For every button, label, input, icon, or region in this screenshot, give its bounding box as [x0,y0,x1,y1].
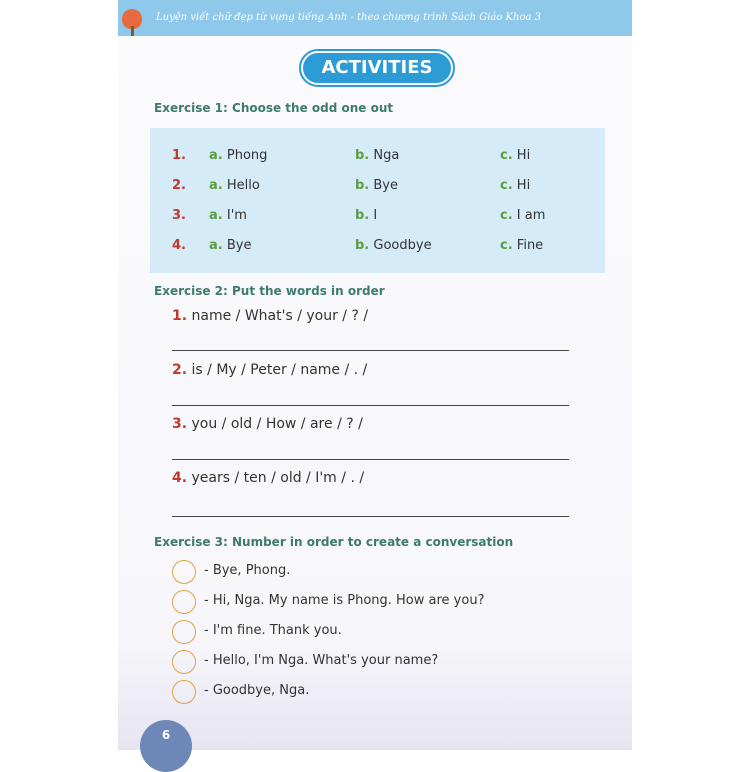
option-text: Hi [516,178,531,193]
option-letter: c. [500,208,513,223]
header-bar [118,0,632,36]
option-b[interactable] [355,178,398,193]
answer-line[interactable] [172,459,569,460]
workbook-page [118,0,632,750]
question-number: 1. [172,308,188,324]
answer-line[interactable] [172,516,569,517]
order-number-circle[interactable] [172,590,196,614]
question-words: is / My / Peter / name / . / [187,362,368,378]
option-letter: c. [500,238,513,253]
question-number: 3. [172,416,188,432]
option-letter: a. [209,148,223,163]
order-number-circle[interactable] [172,650,196,674]
conversation-line: - Hello, I'm Nga. What's your name? [204,653,439,668]
option-text: I am [516,208,546,223]
option-text: I'm [226,208,247,223]
option-b[interactable] [355,148,399,163]
question-number: 3. [172,208,186,223]
section-title: ACTIVITIES [303,53,451,83]
reorder-question [172,470,364,486]
tree-trunk-icon [131,26,134,36]
exercise1-title: Exercise 1: Choose the odd one out [154,101,394,115]
option-b[interactable] [355,208,377,223]
conversation-line: - Goodbye, Nga. [204,683,310,698]
option-a[interactable] [209,148,267,163]
reorder-question [172,362,367,378]
question-number: 1. [172,148,186,163]
conversation-line: - Hi, Nga. My name is Phong. How are you? [204,593,485,608]
option-text: Hi [516,148,531,163]
question-words: you / old / How / are / ? / [187,416,363,432]
option-text: Bye [226,238,252,253]
option-letter: b. [355,148,370,163]
conversation-line: - Bye, Phong. [204,563,291,578]
option-text: Hello [226,178,260,193]
answer-line[interactable] [172,405,569,406]
option-c[interactable] [500,148,530,163]
option-a[interactable] [209,208,247,223]
exercise1-box [150,128,605,273]
option-text: Goodbye [373,238,432,253]
question-words: name / What's / your / ? / [187,308,369,324]
option-letter: c. [500,148,513,163]
option-letter: b. [355,178,370,193]
option-text: Nga [373,148,400,163]
option-letter: b. [355,208,370,223]
reorder-question [172,308,368,324]
question-number: 4. [172,238,186,253]
option-letter: a. [209,178,223,193]
order-number-circle[interactable] [172,620,196,644]
page-number: 6 [140,720,192,772]
order-number-circle[interactable] [172,680,196,704]
option-text: Bye [373,178,399,193]
question-number: 2. [172,178,186,193]
option-letter: a. [209,208,223,223]
option-text: I [373,208,378,223]
exercise2-title: Exercise 2: Put the words in order [154,284,385,298]
conversation-line: - I'm fine. Thank you. [204,623,342,638]
question-words: years / ten / old / I'm / . / [187,470,365,486]
section-title-badge [299,49,455,87]
question-number: 2. [172,362,188,378]
option-letter: b. [355,238,370,253]
option-c[interactable] [500,238,543,253]
exercise3-title: Exercise 3: Number in order to create a conversation [154,535,514,549]
option-letter: a. [209,238,223,253]
option-text: Phong [226,148,268,163]
option-a[interactable] [209,238,251,253]
reorder-question [172,416,363,432]
order-number-circle[interactable] [172,560,196,584]
header-title: Luyện viết chữ đẹp từ vựng tiếng Anh - theo chương trình Sách Giáo Khoa 3 [156,12,541,23]
option-b[interactable] [355,238,432,253]
option-letter: c. [500,178,513,193]
question-number: 4. [172,470,188,486]
option-c[interactable] [500,208,545,223]
answer-line[interactable] [172,350,569,351]
option-c[interactable] [500,178,530,193]
option-text: Fine [516,238,544,253]
option-a[interactable] [209,178,260,193]
